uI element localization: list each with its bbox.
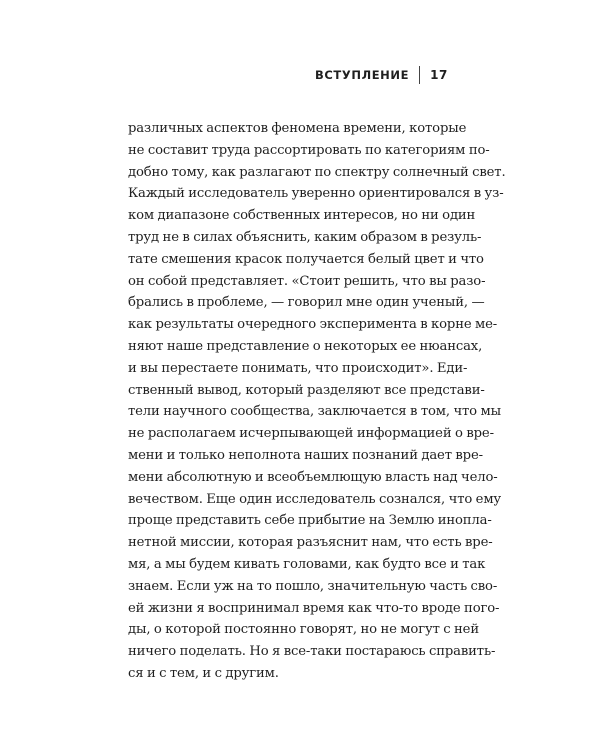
text-line: няют наше представление о некоторых ее нюансах,	[128, 338, 483, 354]
text-line: различных аспектов феномена времени, которые	[128, 121, 467, 136]
text-line: проще представить себе прибытие на Землю инопла-	[128, 513, 492, 529]
text-line: ся и с тем, и с другим.	[128, 665, 279, 681]
text-line: труд не в силах объяснить, каким образом в резуль-	[128, 229, 482, 245]
body-paragraph	[128, 118, 506, 685]
text-line: он собой представляет. «Стоит решить, что вы разо-	[128, 273, 486, 289]
text-line: ей жизни я воспринимал время как что-то вроде пого-	[128, 600, 500, 616]
text-line: тате смешения красок получается белый цвет и что	[128, 251, 484, 267]
text-line: не составит труда рассортировать по категориям по-	[128, 142, 490, 158]
text-line: мя, а мы будем кивать головами, как будто все и так	[128, 556, 486, 572]
text-line: ды, о которой постоянно говорят, но не могут с ней	[128, 622, 479, 638]
section-title: ВСТУПЛЕНИЕ	[315, 68, 410, 82]
text-line: знаем. Если уж на то пошло, значительную часть сво-	[128, 578, 498, 594]
text-line: ничего поделать. Но я все-таки постараюсь справить-	[128, 644, 496, 660]
text-line: ственный вывод, который разделяют все представи-	[128, 382, 485, 398]
text-line: Каждый исследователь уверенно ориентировался в уз-	[128, 186, 504, 202]
text-line: мени и только неполнота наших познаний дает вре-	[128, 447, 483, 463]
text-line: брались в проблеме, — говорил мне один ученый, —	[128, 295, 485, 311]
text-line: и вы перестаете понимать, что происходит». Еди-	[128, 360, 468, 376]
text-line: ком диапазоне собственных интересов, но ни один	[128, 208, 476, 224]
running-header	[315, 66, 448, 84]
text-line: вечеством. Еще один исследователь сознался, что ему	[128, 491, 502, 507]
text-line: нетной миссии, которая разъяснит нам, что есть вре-	[128, 535, 493, 551]
text-line: тели научного сообщества, заключается в том, что мы	[128, 404, 501, 420]
header-divider	[419, 66, 420, 84]
text-line: как результаты очередного эксперимента в корне ме-	[128, 317, 498, 333]
page-number: 17	[430, 68, 448, 82]
text-line: добно тому, как разлагают по спектру солнечный свет.	[128, 164, 506, 180]
text-line: мени абсолютную и всеобъемлющую власть над чело-	[128, 469, 498, 485]
text-line: не располагаем исчерпывающей информацией о вре-	[128, 426, 494, 442]
